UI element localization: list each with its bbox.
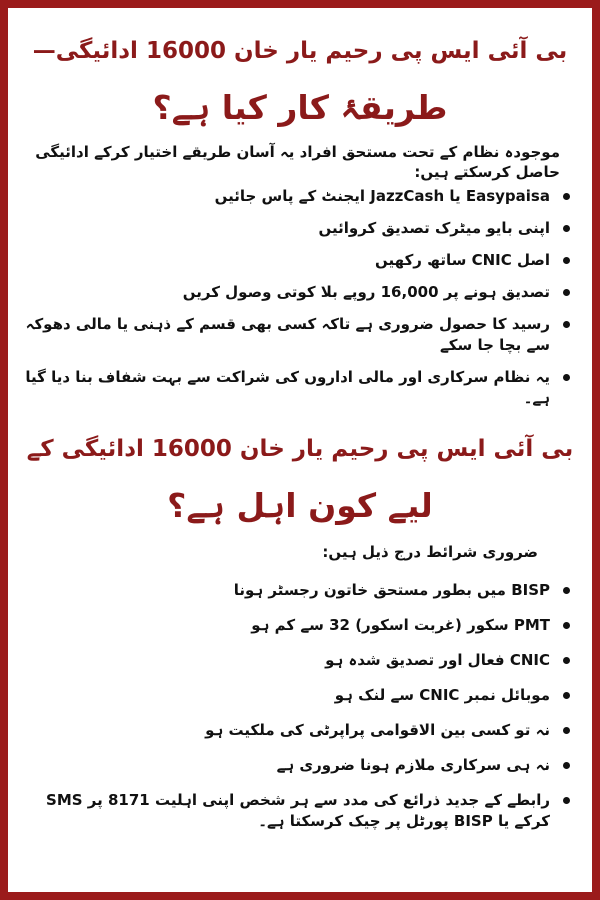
- list-item: BISP میں بطور مستحق خاتون رجسٹر ہونا: [22, 580, 578, 601]
- list-item: PMT سکور (غربت اسکور) 32 سے کم ہو: [22, 615, 578, 636]
- list-item: CNIC فعال اور تصدیق شدہ ہو: [22, 650, 578, 671]
- list-item: رسید کا حصول ضروری ہے تاکہ کسی بھی قسم کے ذہنی یا مالی دھوکہ سے بچا جا سکے: [22, 314, 578, 356]
- list-item: موبائل نمبر CNIC سے لنک ہو: [22, 685, 578, 706]
- article-content: [22, 22, 578, 882]
- list-item: اصل CNIC ساتھ رکھیں: [22, 250, 578, 271]
- list-item: Easypaisa یا JazzCash ایجنٹ کے پاس جائیں: [22, 186, 578, 207]
- section2-title-line2: لیے کون اہل ہے؟: [167, 486, 433, 525]
- section1-list: [22, 186, 578, 409]
- list-item: نہ تو کسی بین الاقوامی پراپرٹی کی ملکیت ہو: [22, 720, 578, 741]
- section-eligibility: [22, 420, 578, 832]
- list-item: اپنی بایو میٹرک تصدیق کروائیں: [22, 218, 578, 239]
- list-item: رابطے کے جدید ذرائع کی مدد سے ہر شخص اپنی اہلیت 8171 پر SMS کرکے یا BISP پورٹل پر چیک کرسکتا ہے۔: [22, 790, 578, 832]
- section2-title-line1: بی آئی ایس پی رحیم یار خان 16000 ادائیگی کے: [26, 436, 574, 462]
- list-item: نہ ہی سرکاری ملازم ہونا ضروری ہے: [22, 755, 578, 776]
- list-item: تصدیق ہونے پر 16,000 روپے بلا کوتی وصول کریں: [22, 282, 578, 303]
- section2-list: [22, 580, 578, 832]
- section1-title-line2: طریقۂ کار کیا ہے؟: [152, 88, 448, 127]
- section1-intro: موجودہ نظام کے تحت مستحق افراد یہ آسان طریقے اختیار کرکے ادائیگی حاصل کرسکتے ہیں:: [35, 143, 560, 181]
- section2-intro: ضروری شرائط درج ذیل ہیں:: [322, 543, 538, 561]
- section1-title-line1: بی آئی ایس پی رحیم یار خان 16000 ادائیگی—: [32, 38, 568, 64]
- section-payment-method: [22, 22, 578, 409]
- list-item: یہ نظام سرکاری اور مالی اداروں کی شراکت سے بہت شفاف بنا دیا گیا ہے۔: [22, 367, 578, 409]
